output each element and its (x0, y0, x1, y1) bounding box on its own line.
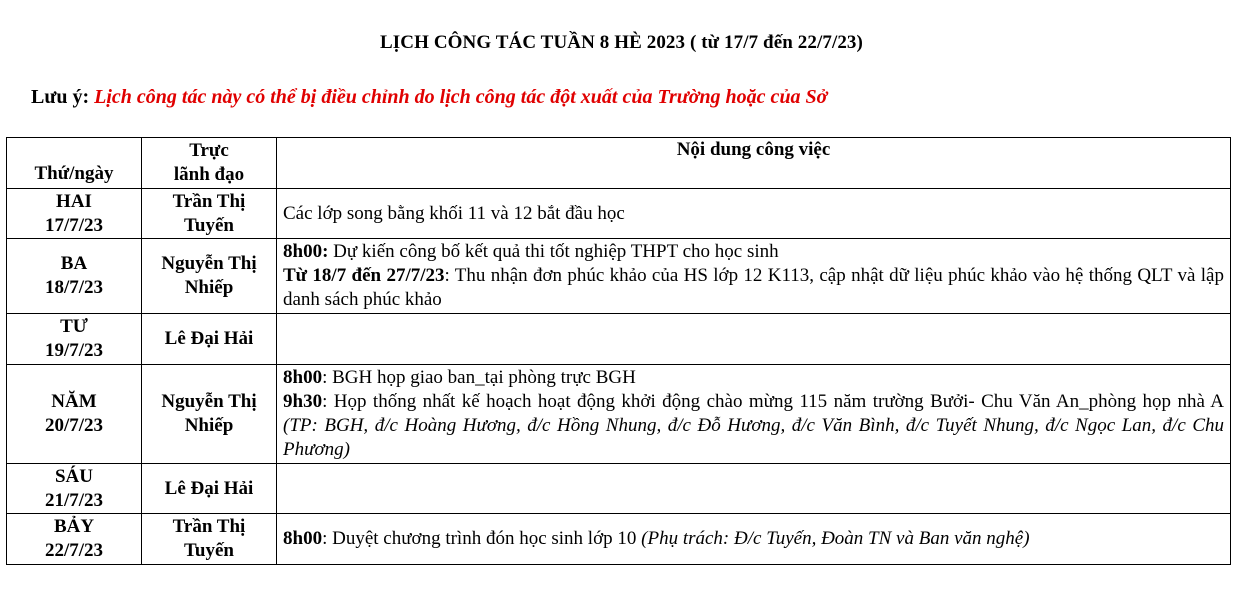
note-text: Lịch công tác này có thể bị điều chỉnh do lịch công tác đột xuất của Trường hoặc của Sở (94, 86, 828, 108)
item-time: 8h00 (283, 528, 323, 549)
item-text: : Họp thống nhất kế hoạch hoạt động khởi động chào mừng 115 năm trường Bưởi- Chu Văn An_phòng họp nhà A (322, 391, 1224, 412)
content-cell (277, 464, 1231, 514)
day-date: 18/7/23 (44, 277, 104, 298)
day-name: BẢY (53, 516, 95, 537)
table-row (7, 239, 1231, 314)
content-item (283, 390, 1224, 462)
item-time: 9h30 (283, 391, 323, 412)
leader-line1: Trần Thị (172, 190, 246, 212)
header-leader (142, 138, 277, 189)
leader-cell (142, 314, 277, 365)
leader-cell (142, 189, 277, 239)
table-row (7, 514, 1231, 565)
item-time: Từ 18/7 đến 27/7/23 (283, 265, 445, 286)
content-cell (277, 314, 1231, 365)
item-note: (Phụ trách: Đ/c Tuyến, Đoàn TN và Ban văn nghệ) (641, 528, 1030, 549)
item-time: 8h00: (283, 241, 329, 262)
table-row (7, 189, 1231, 239)
leader-line2: Tuyến (184, 214, 234, 236)
header-leader-line2: lãnh đạo (173, 164, 245, 185)
day-cell (7, 514, 142, 565)
table-header-row (7, 138, 1231, 189)
day-cell (7, 314, 142, 365)
content-item (283, 240, 1224, 264)
leader-name: Lê Đại Hải (164, 477, 254, 499)
leader-line1: Nguyễn Thị (161, 391, 257, 412)
header-day: Thứ/ngày (7, 138, 142, 189)
item-text: Dự kiến công bố kết quả thi tốt nghiệp THPT cho học sinh (328, 241, 779, 262)
schedule-table (6, 137, 1231, 565)
table-row (7, 314, 1231, 365)
header-content: Nội dung công việc (277, 138, 1231, 189)
table-row (7, 365, 1231, 464)
content-cell (277, 365, 1231, 464)
note-label: Lưu ý: (31, 86, 95, 108)
day-date: 17/7/23 (44, 214, 104, 236)
day-cell (7, 239, 142, 314)
leader-name: Lê Đại Hải (164, 328, 254, 349)
day-date: 21/7/23 (44, 489, 104, 511)
content-cell (277, 514, 1231, 565)
content-cell (277, 189, 1231, 239)
table-row (7, 464, 1231, 514)
leader-line2: Nhiếp (184, 277, 234, 298)
item-text: : BGH họp giao ban_tại phòng trực BGH (322, 367, 636, 388)
leader-line2: Nhiếp (184, 415, 234, 436)
content-text: Các lớp song bằng khối 11 và 12 bắt đầu học (283, 202, 625, 224)
day-date: 19/7/23 (44, 340, 104, 361)
day-cell (7, 189, 142, 239)
content-item (283, 264, 1224, 312)
day-date: 20/7/23 (44, 415, 104, 436)
header-leader-line1: Trực (189, 140, 229, 161)
content-item (283, 527, 1224, 551)
day-name: SÁU (54, 465, 93, 487)
leader-cell (142, 514, 277, 565)
item-text: : Thu nhận đơn phúc khảo của HS lớp 12 K113, cập nhật dữ liệu phúc khảo vào hệ thống QLT và lập danh sách phúc khảo (283, 265, 1224, 310)
page-title: LỊCH CÔNG TÁC TUẦN 8 HÈ 2023 ( từ 17/7 đến 22/7/23) (380, 32, 863, 53)
content-cell (277, 239, 1231, 314)
day-date: 22/7/23 (44, 540, 104, 561)
day-name: HAI (56, 190, 92, 212)
leader-cell (142, 239, 277, 314)
day-name: TƯ (60, 316, 88, 337)
content-item (283, 366, 1224, 390)
day-cell (7, 464, 142, 514)
day-name: NĂM (51, 391, 97, 412)
item-note: (TP: BGH, đ/c Hoàng Hương, đ/c Hồng Nhung, đ/c Đỗ Hương, đ/c Văn Bình, đ/c Tuyết Nhung, đ/c Ngọc Lan, đ/c Chu Phương) (283, 415, 1224, 460)
leader-cell (142, 464, 277, 514)
leader-line1: Trần Thị (172, 516, 246, 537)
day-name: BA (60, 253, 88, 274)
leader-cell (142, 365, 277, 464)
note (31, 86, 827, 109)
item-text: : Duyệt chương trình đón học sinh lớp 10 (322, 528, 642, 549)
item-time: 8h00 (283, 367, 323, 388)
leader-line2: Tuyến (184, 540, 234, 561)
day-cell (7, 365, 142, 464)
leader-line1: Nguyễn Thị (161, 253, 257, 274)
